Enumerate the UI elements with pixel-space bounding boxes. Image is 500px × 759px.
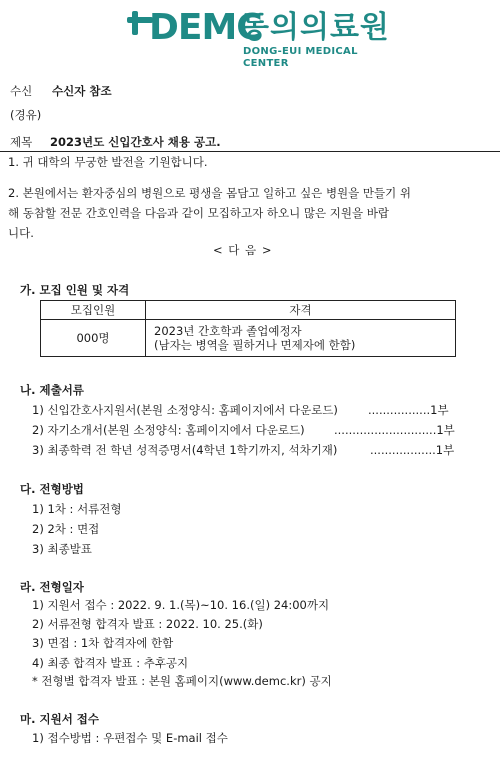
schedule-item-2: 2) 서류전형 합격자 발표 : 2022. 10. 25.(화) [32, 617, 263, 631]
paragraph-1: 1. 귀 대학의 무궁한 발전을 기원합니다. [8, 155, 208, 169]
logo-korean-name: 동의의료원 [240, 10, 390, 45]
subject-label: 제목 [10, 135, 33, 149]
selection-step-2: 2) 2차 : 면접 [32, 522, 100, 536]
section-da-title: 다. 전형방법 [20, 482, 84, 496]
table-row [41, 320, 456, 357]
document-item-3-qty: ..................1부 [370, 443, 455, 457]
via-label: (경유) [10, 108, 42, 122]
qualification-line-1: 2023년 간호학과 졸업예정자 [154, 324, 302, 338]
count-cell: 000명 [41, 320, 146, 357]
paragraph-2-line-1: 2. 본원에서는 환자중심의 병원으로 평생을 몸담고 일하고 싶은 병원을 만들기 위 [8, 186, 412, 200]
subject-divider [0, 151, 500, 152]
document-item-2: 2) 자기소개서(본원 소정양식: 홈페이지에서 다운로드) [32, 423, 305, 437]
hospital-logo [125, 7, 395, 69]
application-method: 1) 접수방법 : 우편접수 및 E-mail 접수 [32, 731, 228, 745]
schedule-item-4: 4) 최종 합격자 발표 : 추후공지 [32, 656, 189, 670]
schedule-item-3: 3) 면접 : 1차 합격자에 한함 [32, 636, 174, 650]
section-ma-title: 마. 지원서 접수 [20, 712, 100, 726]
recruitment-table [40, 300, 456, 357]
schedule-item-1: 1) 지원서 접수 : 2022. 9. 1.(목)~10. 16.(일) 24:00까지 [32, 598, 330, 612]
document-item-3: 3) 최종학력 전 학년 성적증명서(4학년 1학기까지, 석차기재) [32, 443, 338, 457]
section-na-title: 나. 제출서류 [20, 383, 84, 397]
schedule-note: * 전형별 합격자 발표 : 본원 홈페이지(www.demc.kr) 공지 [32, 674, 332, 688]
paragraph-2-line-2: 해 동참할 전문 간호인력을 다음과 같이 모집하고자 하오니 많은 지원을 바랍 [8, 206, 389, 220]
document-item-1-qty: .................1부 [368, 403, 449, 417]
header-qualification: 자격 [146, 301, 456, 320]
table-header-row [41, 301, 456, 320]
section-ga-title: 가. 모집 인원 및 자격 [20, 283, 130, 297]
logo-english-name: DONG-EUI MEDICAL CENTER [243, 46, 358, 69]
recipient-label: 수신 [10, 84, 33, 98]
document-item-1: 1) 신입간호사지원서(본원 소정양식: 홈페이지에서 다운로드) [32, 403, 338, 417]
selection-step-1: 1) 1차 : 서류전형 [32, 502, 122, 516]
next-heading: < 다 음 > [213, 243, 273, 257]
selection-step-3: 3) 최종발표 [32, 542, 92, 556]
document-item-2-qty: ............................1부 [334, 423, 455, 437]
qualification-line-2: (남자는 병역을 필하거나 면제자에 한함) [154, 338, 356, 352]
header-count: 모집인원 [41, 301, 146, 320]
qualification-cell [146, 320, 456, 357]
recipient-value: 수신자 참조 [52, 84, 112, 98]
subject-value: 2023년도 신입간호사 채용 공고. [50, 135, 221, 149]
logo-brand: DEMC [149, 7, 262, 48]
paragraph-2-line-3: 니다. [8, 226, 34, 240]
section-ra-title: 라. 전형일자 [20, 580, 84, 594]
